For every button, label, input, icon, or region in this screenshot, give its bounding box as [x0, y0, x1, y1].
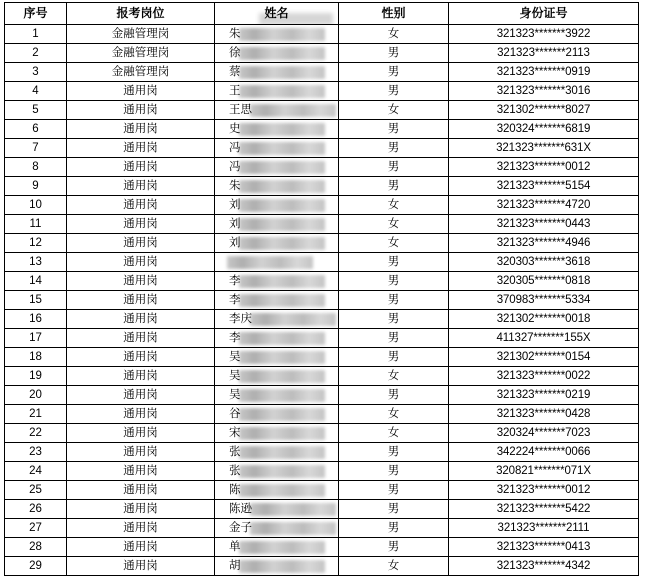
table-row	[5, 44, 639, 63]
name-redacted-wrapper	[215, 291, 338, 309]
cell-seq: 17	[5, 329, 67, 348]
name-redacted-wrapper	[215, 538, 338, 556]
cell-gender: 男	[339, 120, 449, 139]
cell-gender: 女	[339, 215, 449, 234]
column-header-seq: 序号	[5, 3, 67, 25]
cell-gender: 男	[339, 253, 449, 272]
redaction-block	[239, 237, 325, 250]
cell-id-number: 320305*******0818	[449, 272, 639, 291]
redaction-block	[239, 389, 325, 402]
column-header-name	[215, 3, 339, 25]
cell-post: 通用岗	[67, 82, 215, 101]
cell-id-number: 321323*******0413	[449, 538, 639, 557]
cell-seq: 14	[5, 272, 67, 291]
cell-post: 通用岗	[67, 462, 215, 481]
cell-id-number: 321323*******5422	[449, 500, 639, 519]
cell-gender: 女	[339, 25, 449, 44]
redaction-block	[239, 351, 325, 364]
cell-gender: 男	[339, 291, 449, 310]
cell-seq: 10	[5, 196, 67, 215]
cell-seq: 3	[5, 63, 67, 82]
cell-name	[215, 63, 339, 82]
name-redacted-wrapper	[215, 63, 338, 81]
cell-name	[215, 177, 339, 196]
cell-seq: 18	[5, 348, 67, 367]
redaction-block	[239, 218, 325, 231]
cell-id-number: 320324*******7023	[449, 424, 639, 443]
cell-id-number: 321302*******0018	[449, 310, 639, 329]
cell-id-number: 321323*******0022	[449, 367, 639, 386]
cell-name-visible: 张	[229, 446, 241, 458]
cell-name-visible: 刘	[229, 237, 241, 249]
table-row	[5, 253, 639, 272]
redaction-block	[239, 465, 325, 478]
cell-post: 通用岗	[67, 538, 215, 557]
cell-gender: 男	[339, 63, 449, 82]
name-redacted-wrapper	[215, 310, 338, 328]
cell-post: 通用岗	[67, 310, 215, 329]
redaction-block	[239, 484, 325, 497]
name-redacted-wrapper	[215, 443, 338, 461]
name-redacted-wrapper	[215, 234, 338, 252]
cell-gender: 男	[339, 82, 449, 101]
table-row	[5, 348, 639, 367]
cell-seq: 26	[5, 500, 67, 519]
cell-name-visible: 单	[229, 541, 241, 553]
redaction-block	[239, 332, 325, 345]
table-row	[5, 310, 639, 329]
cell-gender: 女	[339, 101, 449, 120]
name-redacted-wrapper	[215, 519, 338, 537]
cell-seq: 28	[5, 538, 67, 557]
cell-gender: 男	[339, 158, 449, 177]
name-redacted-wrapper	[215, 253, 338, 271]
cell-seq: 25	[5, 481, 67, 500]
cell-name	[215, 481, 339, 500]
cell-gender: 女	[339, 405, 449, 424]
table-row	[5, 291, 639, 310]
cell-post: 通用岗	[67, 215, 215, 234]
applicant-roster-table	[4, 2, 639, 576]
cell-seq: 5	[5, 101, 67, 120]
name-redacted-wrapper	[215, 82, 338, 100]
cell-id-number: 321323*******3016	[449, 82, 639, 101]
cell-id-number: 321323*******0219	[449, 386, 639, 405]
cell-gender: 男	[339, 329, 449, 348]
redaction-block	[239, 294, 325, 307]
cell-name-visible: 冯	[229, 142, 241, 154]
cell-name-visible: 宋	[229, 427, 241, 439]
cell-name-visible: 胡	[229, 560, 241, 572]
name-redacted-wrapper	[215, 329, 338, 347]
cell-post: 通用岗	[67, 443, 215, 462]
cell-name	[215, 272, 339, 291]
cell-seq: 24	[5, 462, 67, 481]
cell-name-visible: 金子	[229, 522, 252, 534]
cell-name	[215, 139, 339, 158]
cell-name-visible: 王思	[229, 104, 252, 116]
cell-name-visible: 冯	[229, 161, 241, 173]
cell-name	[215, 196, 339, 215]
cell-id-number: 321302*******0154	[449, 348, 639, 367]
table-row	[5, 82, 639, 101]
cell-seq: 21	[5, 405, 67, 424]
cell-name-visible: 李庆	[229, 313, 252, 325]
cell-gender: 女	[339, 234, 449, 253]
redaction-block	[227, 256, 313, 269]
name-redacted-wrapper	[215, 462, 338, 480]
name-redacted-wrapper	[215, 120, 338, 138]
table-row	[5, 443, 639, 462]
cell-post: 通用岗	[67, 519, 215, 538]
cell-post: 通用岗	[67, 177, 215, 196]
cell-name	[215, 329, 339, 348]
cell-name	[215, 120, 339, 139]
table-row	[5, 63, 639, 82]
name-redacted-wrapper	[215, 177, 338, 195]
cell-id-number: 320821*******071X	[449, 462, 639, 481]
cell-post: 通用岗	[67, 386, 215, 405]
redaction-block	[250, 503, 336, 516]
cell-name	[215, 462, 339, 481]
cell-id-number: 370983*******5334	[449, 291, 639, 310]
name-redacted-wrapper	[215, 557, 338, 575]
redaction-block	[239, 123, 325, 136]
cell-name	[215, 158, 339, 177]
cell-gender: 男	[339, 348, 449, 367]
cell-name	[215, 101, 339, 120]
cell-id-number: 321323*******0012	[449, 158, 639, 177]
table-row	[5, 215, 639, 234]
cell-post: 通用岗	[67, 101, 215, 120]
cell-gender: 女	[339, 196, 449, 215]
cell-gender: 女	[339, 424, 449, 443]
cell-seq: 19	[5, 367, 67, 386]
cell-name-visible: 李	[229, 294, 241, 306]
name-redacted-wrapper	[215, 405, 338, 423]
cell-seq: 7	[5, 139, 67, 158]
cell-id-number: 321323*******4342	[449, 557, 639, 576]
cell-seq: 23	[5, 443, 67, 462]
table-row	[5, 120, 639, 139]
redaction-block	[239, 180, 325, 193]
cell-gender: 男	[339, 44, 449, 63]
cell-name	[215, 44, 339, 63]
cell-seq: 9	[5, 177, 67, 196]
name-redacted-wrapper	[215, 272, 338, 290]
cell-name	[215, 253, 339, 272]
cell-name	[215, 367, 339, 386]
redaction-block	[239, 370, 325, 383]
table-row	[5, 367, 639, 386]
redaction-block	[250, 104, 336, 117]
cell-seq: 1	[5, 25, 67, 44]
redaction-block	[239, 85, 325, 98]
name-redacted-wrapper	[215, 424, 338, 442]
cell-id-number: 321323*******4720	[449, 196, 639, 215]
cell-name-visible: 李	[229, 275, 241, 287]
cell-gender: 男	[339, 481, 449, 500]
table-row	[5, 177, 639, 196]
cell-name	[215, 310, 339, 329]
cell-name-visible: 张	[229, 465, 241, 477]
cell-id-number: 321323*******4946	[449, 234, 639, 253]
table-row	[5, 519, 639, 538]
cell-name-visible: 陈	[229, 484, 241, 496]
cell-post: 通用岗	[67, 139, 215, 158]
cell-gender: 男	[339, 500, 449, 519]
cell-name	[215, 291, 339, 310]
cell-id-number: 342224*******0066	[449, 443, 639, 462]
cell-name	[215, 557, 339, 576]
cell-post: 通用岗	[67, 291, 215, 310]
cell-seq: 15	[5, 291, 67, 310]
cell-post: 通用岗	[67, 329, 215, 348]
cell-name-visible: 朱	[229, 28, 241, 40]
table-row	[5, 139, 639, 158]
cell-post: 金融管理岗	[67, 25, 215, 44]
cell-name-visible: 李	[229, 332, 241, 344]
cell-seq: 6	[5, 120, 67, 139]
cell-id-number: 320303*******3618	[449, 253, 639, 272]
cell-seq: 13	[5, 253, 67, 272]
name-redacted-wrapper	[215, 25, 338, 43]
redaction-block	[239, 541, 325, 554]
cell-post: 通用岗	[67, 120, 215, 139]
cell-name	[215, 82, 339, 101]
table-row	[5, 538, 639, 557]
cell-id-number: 321323*******5154	[449, 177, 639, 196]
cell-id-number: 320324*******6819	[449, 120, 639, 139]
redaction-block	[239, 408, 325, 421]
cell-name	[215, 538, 339, 557]
cell-post: 通用岗	[67, 253, 215, 272]
redaction-block	[239, 142, 325, 155]
name-redacted-wrapper	[215, 348, 338, 366]
cell-gender: 男	[339, 177, 449, 196]
cell-name-visible: 吴	[229, 351, 241, 363]
redaction-block	[239, 47, 325, 60]
name-redacted-wrapper	[215, 158, 338, 176]
cell-id-number: 321323*******0919	[449, 63, 639, 82]
cell-name	[215, 424, 339, 443]
redaction-block	[239, 446, 325, 459]
cell-id-number: 321323*******0443	[449, 215, 639, 234]
cell-id-number: 321323*******2111	[449, 519, 639, 538]
cell-post: 通用岗	[67, 557, 215, 576]
cell-id-number: 321323*******2113	[449, 44, 639, 63]
cell-post: 通用岗	[67, 424, 215, 443]
cell-post: 通用岗	[67, 196, 215, 215]
column-header-name-label: 姓名	[264, 6, 289, 20]
table-row	[5, 234, 639, 253]
cell-name	[215, 443, 339, 462]
cell-name-visible: 陈逊	[229, 503, 252, 515]
cell-name-visible: 吴	[229, 389, 241, 401]
cell-seq: 11	[5, 215, 67, 234]
cell-name-visible: 蔡	[229, 66, 241, 78]
redaction-block	[250, 313, 336, 326]
redaction-block	[239, 275, 325, 288]
cell-id-number: 411327*******155X	[449, 329, 639, 348]
cell-gender: 男	[339, 386, 449, 405]
cell-name-visible: 刘	[229, 199, 241, 211]
name-redacted-wrapper	[215, 44, 338, 62]
cell-id-number: 321323*******631X	[449, 139, 639, 158]
redaction-block	[239, 161, 325, 174]
cell-name-visible: 朱	[229, 180, 241, 192]
cell-name-visible: 史	[229, 123, 241, 135]
cell-gender: 女	[339, 367, 449, 386]
name-redacted-wrapper	[215, 367, 338, 385]
redaction-block	[239, 199, 325, 212]
table-row	[5, 405, 639, 424]
name-redacted-wrapper	[215, 386, 338, 404]
cell-seq: 22	[5, 424, 67, 443]
cell-name	[215, 25, 339, 44]
cell-gender: 男	[339, 310, 449, 329]
table-row	[5, 386, 639, 405]
cell-name-visible: 刘	[229, 218, 241, 230]
cell-gender: 男	[339, 139, 449, 158]
column-header-gender: 性别	[339, 3, 449, 25]
cell-post: 金融管理岗	[67, 44, 215, 63]
table-row	[5, 101, 639, 120]
column-header-id: 身份证号	[449, 3, 639, 25]
cell-post: 通用岗	[67, 348, 215, 367]
redaction-block	[239, 66, 325, 79]
table-row	[5, 25, 639, 44]
redaction-block	[239, 427, 325, 440]
cell-id-number: 321323*******0428	[449, 405, 639, 424]
cell-name	[215, 215, 339, 234]
redaction-block	[239, 560, 325, 573]
table-row	[5, 158, 639, 177]
cell-seq: 12	[5, 234, 67, 253]
cell-gender: 女	[339, 557, 449, 576]
cell-name	[215, 386, 339, 405]
cell-name	[215, 405, 339, 424]
cell-gender: 男	[339, 462, 449, 481]
cell-post: 通用岗	[67, 158, 215, 177]
column-header-post: 报考岗位	[67, 3, 215, 25]
cell-post: 通用岗	[67, 272, 215, 291]
table-row	[5, 481, 639, 500]
cell-name-visible: 吴	[229, 370, 241, 382]
table-row	[5, 196, 639, 215]
name-redacted-wrapper	[215, 481, 338, 499]
cell-seq: 20	[5, 386, 67, 405]
cell-id-number: 321323*******3922	[449, 25, 639, 44]
cell-id-number: 321302*******8027	[449, 101, 639, 120]
cell-seq: 4	[5, 82, 67, 101]
cell-name	[215, 519, 339, 538]
cell-gender: 男	[339, 519, 449, 538]
name-redacted-wrapper	[215, 139, 338, 157]
name-redacted-wrapper	[215, 196, 338, 214]
table-row	[5, 557, 639, 576]
table-row	[5, 329, 639, 348]
cell-gender: 男	[339, 272, 449, 291]
cell-post: 金融管理岗	[67, 63, 215, 82]
cell-post: 通用岗	[67, 500, 215, 519]
cell-name-visible: 谷	[229, 408, 241, 420]
cell-name-visible: 徐	[229, 47, 241, 59]
cell-post: 通用岗	[67, 367, 215, 386]
cell-post: 通用岗	[67, 481, 215, 500]
cell-name	[215, 234, 339, 253]
cell-gender: 男	[339, 443, 449, 462]
cell-post: 通用岗	[67, 234, 215, 253]
cell-post: 通用岗	[67, 405, 215, 424]
cell-name	[215, 500, 339, 519]
name-redacted-wrapper	[215, 500, 338, 518]
cell-name	[215, 348, 339, 367]
table-row	[5, 424, 639, 443]
document-page	[0, 2, 646, 584]
cell-seq: 27	[5, 519, 67, 538]
table-row	[5, 500, 639, 519]
table-row	[5, 272, 639, 291]
table-row	[5, 462, 639, 481]
name-redacted-wrapper	[215, 101, 338, 119]
name-redacted-wrapper	[215, 215, 338, 233]
table-header-row	[5, 3, 639, 25]
cell-id-number: 321323*******0012	[449, 481, 639, 500]
redaction-block	[250, 522, 336, 535]
cell-seq: 16	[5, 310, 67, 329]
cell-seq: 29	[5, 557, 67, 576]
cell-gender: 男	[339, 538, 449, 557]
redaction-block	[239, 28, 325, 41]
cell-name-visible: 王	[229, 85, 241, 97]
cell-seq: 2	[5, 44, 67, 63]
cell-seq: 8	[5, 158, 67, 177]
